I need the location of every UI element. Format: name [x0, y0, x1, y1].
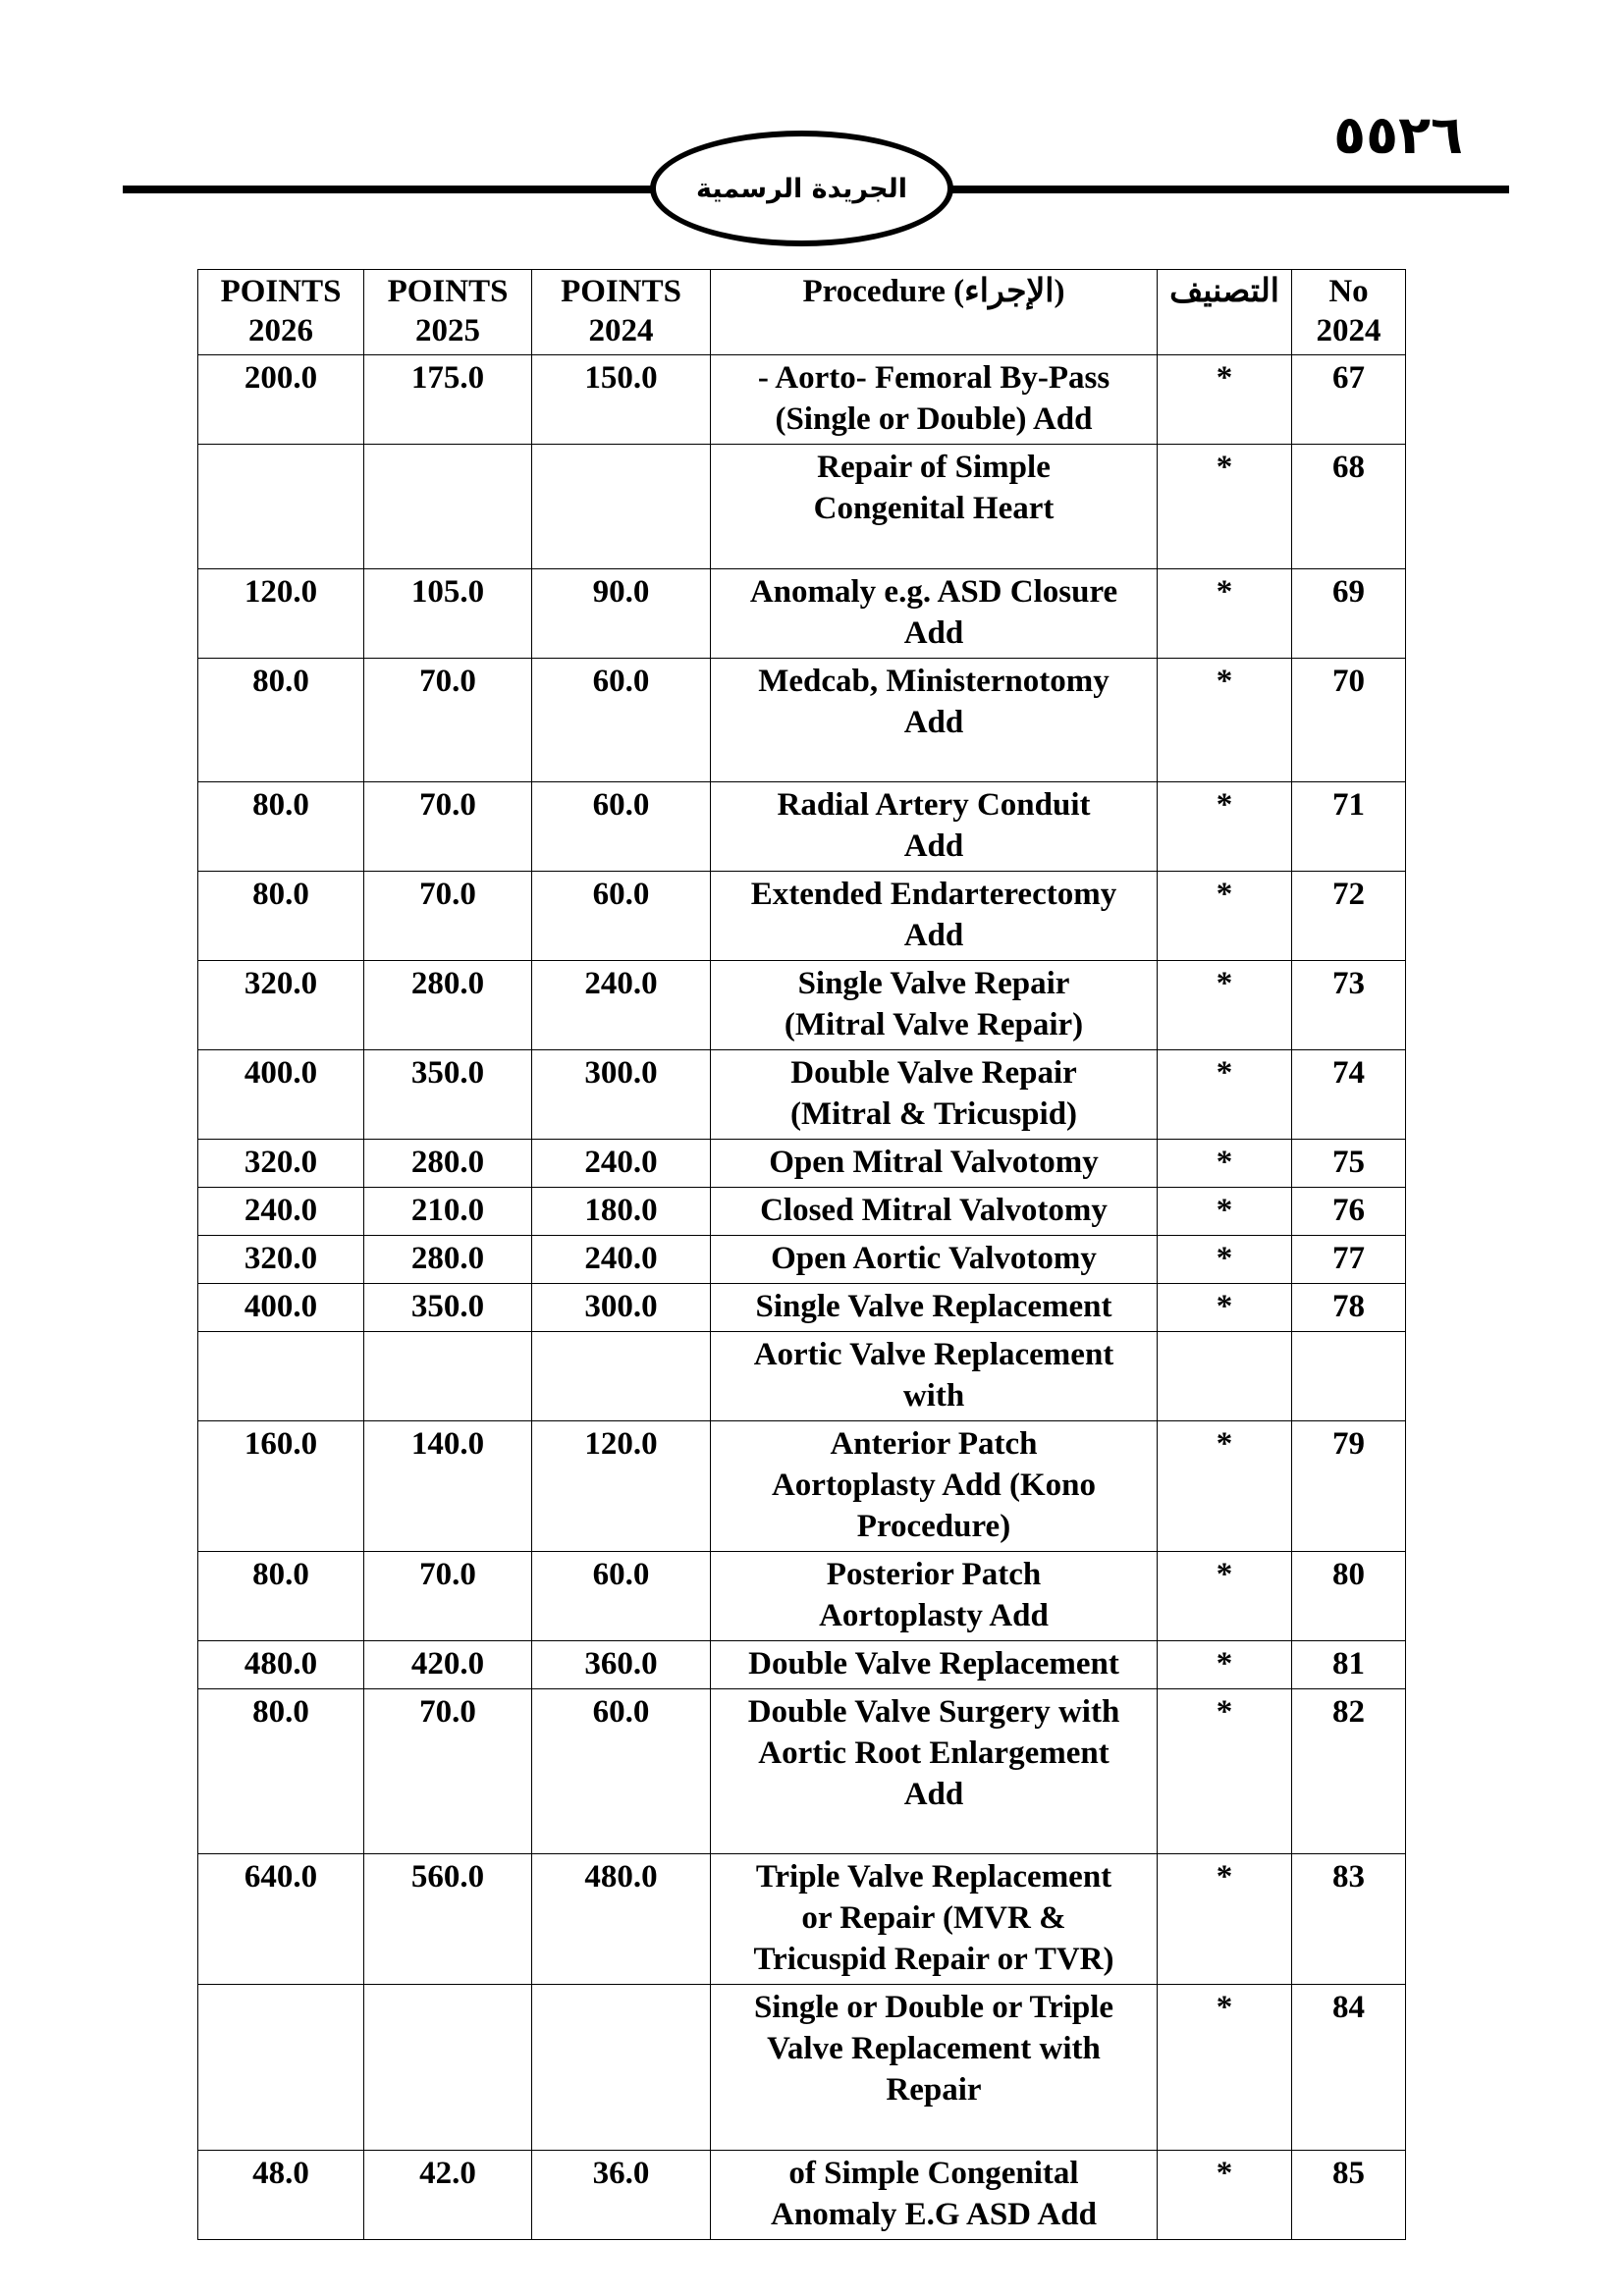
number-cell: 79 [1292, 1421, 1406, 1552]
procedure-cell: Double Valve Surgery with Aortic Root Enlargement Add [711, 1689, 1158, 1854]
table-row [198, 1985, 1406, 2151]
number-cell: 84 [1292, 1985, 1406, 2151]
classification-cell: * [1158, 2151, 1292, 2240]
classification-cell: * [1158, 1236, 1292, 1284]
table-body [198, 355, 1406, 2240]
classification-cell: * [1158, 1854, 1292, 1985]
number-cell [1292, 1332, 1406, 1421]
points-2024-cell: 60.0 [532, 872, 711, 961]
points-2025-cell: 42.0 [364, 2151, 532, 2240]
procedure-cell: Triple Valve Replacement or Repair (MVR & Tricuspid Repair or TVR) [711, 1854, 1158, 1985]
points-2025-cell: 175.0 [364, 355, 532, 445]
points-2024-cell: 240.0 [532, 961, 711, 1050]
points-2025-cell: 70.0 [364, 1552, 532, 1641]
points-2025-cell: 105.0 [364, 569, 532, 659]
points-2025-cell: 420.0 [364, 1641, 532, 1689]
table-row [198, 1421, 1406, 1552]
number-cell: 74 [1292, 1050, 1406, 1140]
points-2024-cell: 240.0 [532, 1236, 711, 1284]
procedure-cell: Repair of Simple Congenital Heart [711, 445, 1158, 569]
column-header-points-2024: POINTS 2024 [532, 270, 711, 355]
classification-cell: * [1158, 1188, 1292, 1236]
number-cell: 75 [1292, 1140, 1406, 1188]
procedure-cell: Anterior Patch Aortoplasty Add (Kono Procedure) [711, 1421, 1158, 1552]
points-2025-cell: 70.0 [364, 872, 532, 961]
points-2024-cell: 60.0 [532, 1552, 711, 1641]
points-2025-cell: 280.0 [364, 1140, 532, 1188]
number-cell: 83 [1292, 1854, 1406, 1985]
procedure-cell: of Simple Congenital Anomaly E.G ASD Add [711, 2151, 1158, 2240]
number-cell: 69 [1292, 569, 1406, 659]
points-2024-cell: 60.0 [532, 659, 711, 782]
procedure-cell: Radial Artery Conduit Add [711, 782, 1158, 872]
points-2026-cell [198, 1332, 364, 1421]
points-2026-cell: 80.0 [198, 1689, 364, 1854]
points-2026-cell: 320.0 [198, 1236, 364, 1284]
classification-cell: * [1158, 1050, 1292, 1140]
table-row [198, 1050, 1406, 1140]
points-2026-cell: 80.0 [198, 659, 364, 782]
table-row [198, 1552, 1406, 1641]
points-2024-cell: 180.0 [532, 1188, 711, 1236]
procedure-cell: Double Valve Replacement [711, 1641, 1158, 1689]
points-2026-cell: 80.0 [198, 782, 364, 872]
points-2024-cell: 60.0 [532, 782, 711, 872]
points-2024-cell: 480.0 [532, 1854, 711, 1985]
points-table-container [197, 269, 1405, 2240]
number-cell: 82 [1292, 1689, 1406, 1854]
points-2026-cell: 480.0 [198, 1641, 364, 1689]
points-2025-cell: 280.0 [364, 961, 532, 1050]
classification-cell [1158, 1332, 1292, 1421]
procedure-cell: Single or Double or Triple Valve Replacement with Repair [711, 1985, 1158, 2151]
procedure-cell: Double Valve Repair (Mitral & Tricuspid) [711, 1050, 1158, 1140]
table-row [198, 872, 1406, 961]
points-2026-cell: 240.0 [198, 1188, 364, 1236]
procedure-cell: Closed Mitral Valvotomy [711, 1188, 1158, 1236]
procedure-cell: Open Mitral Valvotomy [711, 1140, 1158, 1188]
points-2026-cell: 320.0 [198, 1140, 364, 1188]
points-2025-cell: 70.0 [364, 782, 532, 872]
column-header-points-2025: POINTS 2025 [364, 270, 532, 355]
table-row [198, 1641, 1406, 1689]
table-row [198, 2151, 1406, 2240]
table-row [198, 1140, 1406, 1188]
masthead-title: الجريدة الرسمية [696, 173, 907, 204]
procedure-cell: Medcab, Ministernotomy Add [711, 659, 1158, 782]
points-2024-cell [532, 1985, 711, 2151]
classification-cell: * [1158, 659, 1292, 782]
points-2026-cell: 80.0 [198, 872, 364, 961]
number-cell: 72 [1292, 872, 1406, 961]
procedure-cell: Posterior Patch Aortoplasty Add [711, 1552, 1158, 1641]
table-row [198, 1332, 1406, 1421]
column-header-classification: التصنيف [1158, 270, 1292, 355]
points-2024-cell: 60.0 [532, 1689, 711, 1854]
points-2025-cell: 560.0 [364, 1854, 532, 1985]
points-2025-cell [364, 1985, 532, 2151]
points-2024-cell: 300.0 [532, 1284, 711, 1332]
column-header-number: No 2024 [1292, 270, 1406, 355]
points-2024-cell: 90.0 [532, 569, 711, 659]
classification-cell: * [1158, 961, 1292, 1050]
procedure-cell: - Aorto- Femoral By-Pass (Single or Double) Add [711, 355, 1158, 445]
number-cell: 77 [1292, 1236, 1406, 1284]
table-row [198, 1188, 1406, 1236]
column-header-points-2026: POINTS 2026 [198, 270, 364, 355]
table-row [198, 1284, 1406, 1332]
points-2026-cell: 320.0 [198, 961, 364, 1050]
number-cell: 70 [1292, 659, 1406, 782]
points-2026-cell: 120.0 [198, 569, 364, 659]
points-2026-cell: 48.0 [198, 2151, 364, 2240]
classification-cell: * [1158, 1552, 1292, 1641]
points-2024-cell: 36.0 [532, 2151, 711, 2240]
classification-cell: * [1158, 445, 1292, 569]
points-2026-cell [198, 1985, 364, 2151]
procedure-cell: Single Valve Repair (Mitral Valve Repair) [711, 961, 1158, 1050]
number-cell: 68 [1292, 445, 1406, 569]
points-2025-cell: 210.0 [364, 1188, 532, 1236]
table-row [198, 355, 1406, 445]
procedure-cell: Single Valve Replacement [711, 1284, 1158, 1332]
points-2024-cell: 300.0 [532, 1050, 711, 1140]
points-table [197, 269, 1406, 2240]
table-row [198, 659, 1406, 782]
points-2024-cell: 240.0 [532, 1140, 711, 1188]
classification-cell: * [1158, 1689, 1292, 1854]
number-cell: 71 [1292, 782, 1406, 872]
table-row [198, 569, 1406, 659]
points-2024-cell [532, 445, 711, 569]
table-header-row [198, 270, 1406, 355]
points-2026-cell: 80.0 [198, 1552, 364, 1641]
number-cell: 81 [1292, 1641, 1406, 1689]
points-2026-cell: 200.0 [198, 355, 364, 445]
points-2024-cell: 150.0 [532, 355, 711, 445]
points-2025-cell: 280.0 [364, 1236, 532, 1284]
classification-cell: * [1158, 1421, 1292, 1552]
procedure-cell: Aortic Valve Replacement with [711, 1332, 1158, 1421]
points-2024-cell: 360.0 [532, 1641, 711, 1689]
table-row [198, 445, 1406, 569]
points-2024-cell: 120.0 [532, 1421, 711, 1552]
number-cell: 67 [1292, 355, 1406, 445]
points-2026-cell: 160.0 [198, 1421, 364, 1552]
points-2026-cell [198, 445, 364, 569]
classification-cell: * [1158, 872, 1292, 961]
classification-cell: * [1158, 569, 1292, 659]
points-2026-cell: 400.0 [198, 1284, 364, 1332]
classification-cell: * [1158, 355, 1292, 445]
table-row [198, 782, 1406, 872]
classification-cell: * [1158, 1985, 1292, 2151]
column-header-procedure: Procedure (الإجراء) [711, 270, 1158, 355]
procedure-cell: Extended Endarterectomy Add [711, 872, 1158, 961]
table-row [198, 961, 1406, 1050]
table-row [198, 1689, 1406, 1854]
number-cell: 80 [1292, 1552, 1406, 1641]
points-2025-cell [364, 445, 532, 569]
number-cell: 76 [1292, 1188, 1406, 1236]
number-cell: 85 [1292, 2151, 1406, 2240]
classification-cell: * [1158, 1641, 1292, 1689]
table-row [198, 1236, 1406, 1284]
procedure-cell: Open Aortic Valvotomy [711, 1236, 1158, 1284]
points-2025-cell: 350.0 [364, 1050, 532, 1140]
points-2024-cell [532, 1332, 711, 1421]
points-2025-cell: 70.0 [364, 1689, 532, 1854]
points-2025-cell: 140.0 [364, 1421, 532, 1552]
classification-cell: * [1158, 1140, 1292, 1188]
page-number: ٥٥٢٦ [1333, 104, 1463, 166]
points-2025-cell [364, 1332, 532, 1421]
procedure-cell: Anomaly e.g. ASD Closure Add [711, 569, 1158, 659]
points-2025-cell: 350.0 [364, 1284, 532, 1332]
classification-cell: * [1158, 782, 1292, 872]
number-cell: 73 [1292, 961, 1406, 1050]
number-cell: 78 [1292, 1284, 1406, 1332]
classification-cell: * [1158, 1284, 1292, 1332]
points-2025-cell: 70.0 [364, 659, 532, 782]
points-2026-cell: 400.0 [198, 1050, 364, 1140]
table-row [198, 1854, 1406, 1985]
points-2026-cell: 640.0 [198, 1854, 364, 1985]
masthead-oval [650, 131, 953, 246]
